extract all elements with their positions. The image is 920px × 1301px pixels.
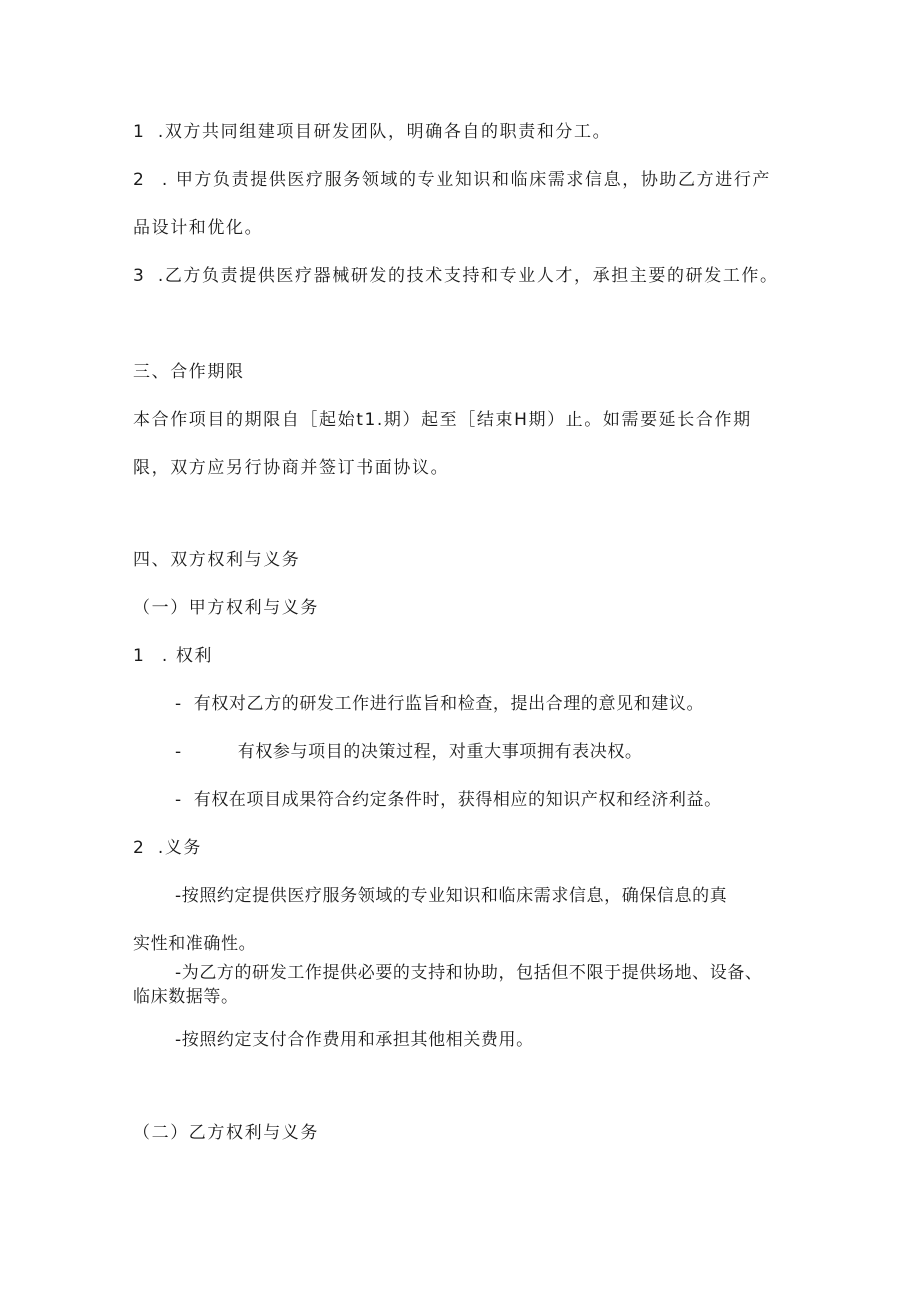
- dash-marker: -: [175, 742, 182, 762]
- section3-paragraph-line-2: 限，双方应另行协商并签订书面协议。: [133, 458, 450, 478]
- right-item-1: [175, 693, 704, 715]
- section3-paragraph-line-1: 本合作项目的期限自［起始t1.期）起至［结束H期）止。如需要延长合作期: [133, 410, 752, 430]
- section4-subheading-party-b: （二）乙方权利与义务: [133, 1123, 319, 1143]
- section2-item-2: [133, 169, 771, 191]
- item-text: . 甲方负责提供医疗服务领域的专业知识和临床需求信息，协助乙方进行产: [161, 170, 772, 190]
- item-text: .乙方负责提供医疗器械研发的技术支持和专业人才，承担主要的研发工作。: [157, 266, 779, 286]
- item-text: 有权参与项目的决策过程，对重大事项拥有表决权。: [237, 742, 643, 762]
- right-item-3: [175, 789, 722, 811]
- item-text: .双方共同组建项目研发团队，明确各自的职责和分工。: [157, 122, 612, 142]
- item-text: . 权利: [161, 646, 214, 666]
- section4-heading: 四、双方权利与义务: [133, 550, 301, 570]
- item-number: 1: [133, 646, 144, 666]
- dash-marker: -: [175, 694, 182, 714]
- duties-heading: [133, 837, 202, 859]
- duty-item-1-line-1: -按照约定提供医疗服务领域的专业知识和临床需求信息，确保信息的真: [175, 886, 728, 906]
- item-text: .义务: [157, 838, 203, 858]
- duty-item-2-line-2: 临床数据等。: [133, 987, 239, 1007]
- duty-item-1-line-2: 实性和准确性。: [133, 934, 257, 954]
- right-item-2: [175, 741, 643, 763]
- item-number: 1: [133, 122, 144, 142]
- section2-item-2-continuation: 品设计和优化。: [133, 218, 264, 238]
- item-number: 3: [133, 266, 144, 286]
- item-number: 2: [133, 170, 144, 190]
- duty-item-2-line-1: -为乙方的研发工作提供必要的支持和协助，包括但不限于提供场地、设备、: [175, 963, 763, 983]
- section3-heading: 三、合作期限: [133, 362, 245, 382]
- dash-marker: -: [175, 790, 182, 810]
- section2-item-1: [133, 121, 611, 143]
- item-number: 2: [133, 838, 144, 858]
- section2-item-3: [133, 265, 779, 287]
- section4-subheading-party-a: （一）甲方权利与义务: [133, 598, 319, 618]
- item-text: 有权在项目成果符合约定条件时，获得相应的知识产权和经济利益。: [193, 790, 722, 810]
- duty-item-3: -按照约定支付合作费用和承担其他相关费用。: [175, 1030, 534, 1050]
- rights-heading: [133, 645, 213, 667]
- item-text: 有权对乙方的研发工作进行监旨和检查，提出合理的意见和建议。: [193, 694, 705, 714]
